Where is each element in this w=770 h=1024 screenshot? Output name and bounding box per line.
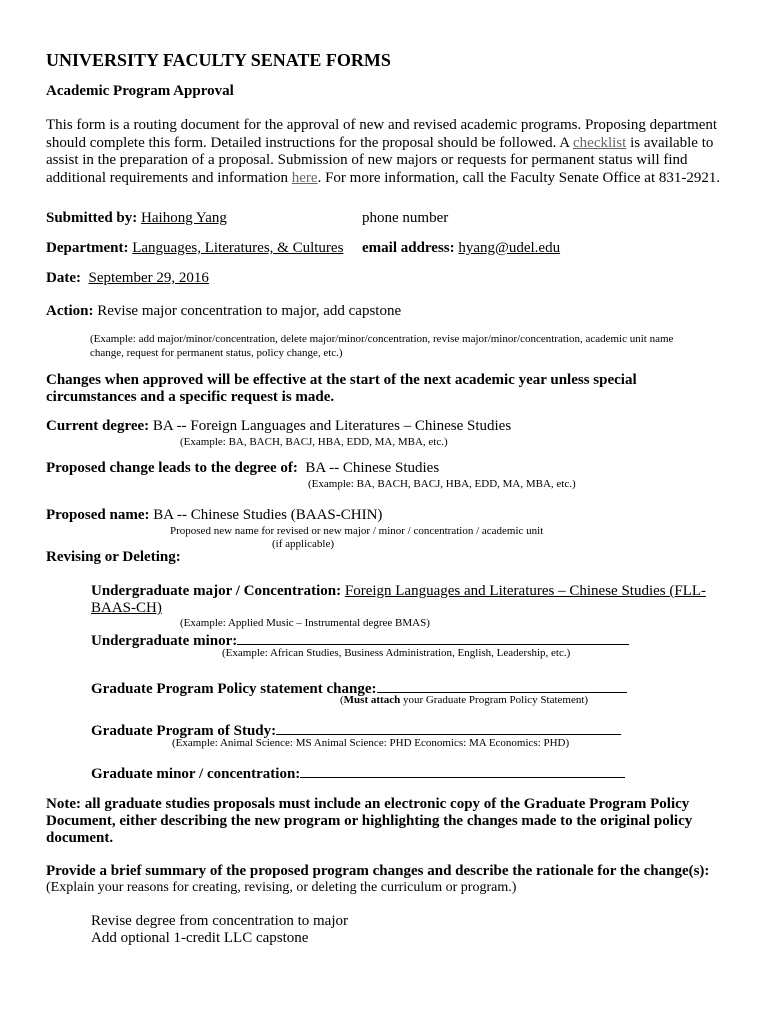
summary-heading: Provide a brief summary of the proposed program changes and describe the rationale for the change(s): [46, 863, 710, 879]
proposed-degree-label: Proposed change leads to the degree of: [46, 460, 298, 476]
ug-major-example: (Example: Applied Music – Instrumental degree BMAS) [180, 617, 430, 629]
summary-subheading: (Explain your reasons for creating, revising, or deleting the curriculum or program.) [46, 880, 517, 895]
action-example-line-2: change, request for permanent status, policy change, etc.) [90, 347, 343, 359]
department-label: Department: [46, 240, 129, 256]
proposed-name-value[interactable]: BA -- Chinese Studies (BAAS-CHIN) [153, 507, 383, 523]
department-value[interactable]: Languages, Literatures, & Cultures [132, 240, 344, 256]
here-link[interactable]: here [291, 169, 318, 186]
form-subtitle: Academic Program Approval [46, 83, 234, 99]
grad-minor-label: Graduate minor / concentration: [91, 766, 301, 782]
ug-minor-field[interactable] [237, 629, 629, 645]
action-label: Action: [46, 303, 94, 319]
submitted-by-row [46, 210, 227, 227]
grad-policy-field[interactable] [377, 677, 627, 693]
date-row [46, 270, 209, 287]
proposed-name-example-line-1: Proposed new name for revised or new major / minor / concentration / academic unit [170, 525, 544, 537]
ug-minor-example: (Example: African Studies, Business Administration, English, Leadership, etc.) [222, 647, 571, 659]
action-example-line-1: (Example: add major/minor/concentration, delete major/minor/concentration, revise major/minor/concentration, academic unit name [90, 333, 674, 345]
summary-text-line-2[interactable]: Add optional 1-credit LLC capstone [91, 930, 309, 946]
must-attach-label: Must attach [343, 694, 401, 706]
department-row [46, 240, 343, 257]
proposed-name-example-line-2: (if applicable) [272, 538, 334, 550]
current-degree-label: Current degree: [46, 418, 150, 434]
phone-label: phone number [362, 210, 449, 226]
proposed-name-row [46, 507, 382, 524]
current-degree-value[interactable]: BA -- Foreign Languages and Literatures – Chinese Studies [152, 418, 512, 434]
ug-major-label: Undergraduate major / Concentration: [91, 583, 342, 599]
grad-minor-field[interactable] [300, 762, 625, 778]
ug-major-value-line-2 [91, 600, 162, 617]
proposed-degree-row [46, 460, 439, 477]
effective-note-line-1: Changes when approved will be effective at the start of the next academic year unless special [46, 372, 637, 388]
effective-note-line-2: circumstances and a specific request is made. [46, 389, 335, 405]
intro-paragraph: This form is a routing document for the approval of new and revised academic programs. Proposing department should complete this form. Detailed instructions for the proposal should be followed. A checklist is available to assist in the preparation of a proposal. Submission of new majors or requests for permanent status will find additional requirements and information here. For more information, call the Faculty Senate Office at 831-2921. [46, 117, 721, 186]
proposed-degree-value[interactable]: BA -- Chinese Studies [305, 460, 440, 476]
proposed-degree-example: (Example: BA, BACH, BACJ, HBA, EDD, MA, MBA, etc.) [308, 478, 576, 490]
submitted-by-label: Submitted by: [46, 210, 138, 226]
ug-major-value-cont[interactable]: BAAS-CH) [91, 600, 162, 616]
ug-major-value[interactable]: Foreign Languages and Literatures – Chinese Studies (FLL- [344, 583, 707, 599]
proposed-name-label: Proposed name: [46, 507, 150, 523]
grad-note-line-1: Note: all graduate studies proposals must include an electronic copy of the Graduate Program Policy [46, 796, 690, 812]
grad-policy-label: Graduate Program Policy statement change: [91, 681, 377, 697]
submitted-by-value[interactable]: Haihong Yang [141, 210, 227, 226]
ug-major-row [91, 583, 706, 600]
ug-minor-label: Undergraduate minor: [91, 633, 238, 649]
phone-row [362, 210, 448, 227]
summary-text-line-1[interactable]: Revise degree from concentration to major [91, 913, 348, 929]
grad-study-label: Graduate Program of Study: [91, 723, 277, 739]
grad-study-field[interactable] [276, 719, 621, 735]
grad-note-line-2: Document, either describing the new program or highlighting the changes made to the original policy [46, 813, 693, 829]
action-value[interactable]: Revise major concentration to major, add capstone [97, 303, 402, 319]
date-label: Date: [46, 270, 81, 286]
action-row [46, 303, 401, 320]
grad-note-line-3: document. [46, 830, 114, 846]
email-label: email address: [362, 240, 455, 256]
grad-study-example: (Example: Animal Science: MS Animal Science: PHD Economics: MA Economics: PHD) [172, 737, 570, 749]
page-title: UNIVERSITY FACULTY SENATE FORMS [46, 50, 391, 70]
grad-minor-row [91, 762, 625, 783]
grad-policy-example: (Must attach your Graduate Program Policy Statement) [340, 694, 589, 706]
revising-heading: Revising or Deleting: [46, 549, 181, 565]
checklist-link[interactable]: checklist [573, 134, 627, 151]
date-value[interactable]: September 29, 2016 [88, 270, 209, 286]
email-value[interactable]: hyang@udel.edu [458, 240, 561, 256]
current-degree-example: (Example: BA, BACH, BACJ, HBA, EDD, MA, MBA, etc.) [180, 436, 448, 448]
email-row [362, 240, 560, 257]
current-degree-row [46, 418, 511, 435]
